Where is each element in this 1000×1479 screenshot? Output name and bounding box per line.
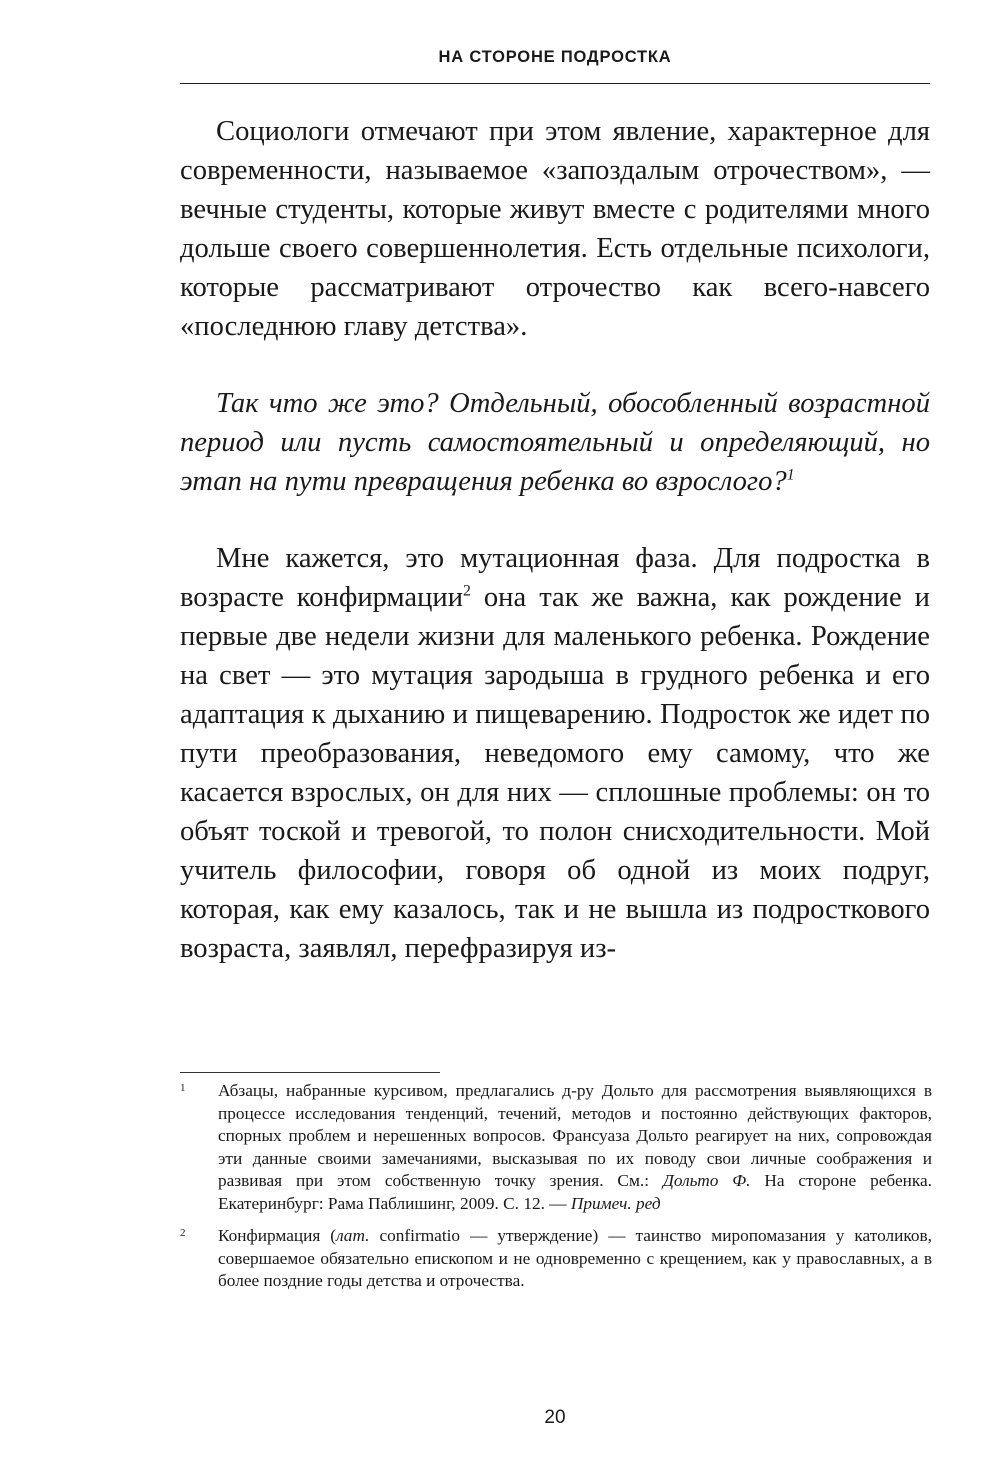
footnote-2-lang-abbrev: лат. bbox=[336, 1226, 370, 1245]
footnote-ref-2[interactable]: 2 bbox=[463, 582, 471, 600]
footnote-1 bbox=[180, 1080, 932, 1215]
footnote-1-editor-note: Примеч. ред bbox=[570, 1193, 661, 1213]
paragraph-1: Социологи отмечают при этом явление, характерное для современности, называемое «запоздалым отрочеством», — вечные студенты, которые живут вместе с родителями много дольше своего совершеннолетия. Есть отдельные психологи, которые рассматривают отрочество как всего-навсего «последнюю главу детства». bbox=[180, 116, 930, 342]
footnote-2-text-part2: confirmatio — утверждение) — таинство миропомазания у католиков, совершаемое обязательно епископом и не одновременно с крещением, как у православных, а в более поздние годы детства и отрочества. bbox=[218, 1226, 932, 1290]
footnote-2 bbox=[180, 1225, 932, 1293]
footnote-number: 2 bbox=[180, 1227, 186, 1239]
paragraph-3 bbox=[180, 539, 930, 968]
footnote-rule bbox=[180, 1072, 440, 1073]
footnote-1-text: Абзацы, набранные курсивом, предлагались д-ру Дольто для рассмотрения выявляющихся в процессе исследования тенденций, течений, методов и постоянно действующих факторов, спорных проблем и нерешенных вопросов. Франсуаза Дольто реагирует на них, сопровождая эти данные своими замечаниями, высказывая по их поводу свои личные соображения и развивая при этом собственную точку зрения. См.: bbox=[218, 1081, 932, 1190]
page-number: 20 bbox=[544, 1407, 566, 1428]
footnote-1-citation: На стороне ребенка. Екатеринбург: Рама Паблишинг, 2009. С. 12. — bbox=[218, 1171, 932, 1213]
main-text bbox=[180, 112, 930, 968]
footnote-2-text-part1: Конфирмация ( bbox=[218, 1226, 337, 1245]
question-text: Так что же это? Отдельный, обособленный возрастной период или пусть самостоятельный и определяющий, но этап на пути превращения ребенка во взрослого? bbox=[180, 388, 930, 497]
paragraph-3-part1: Мне кажется, это мутационная фаза. Для подростка в возрасте конфирмации bbox=[180, 543, 930, 613]
question-paragraph bbox=[180, 384, 930, 501]
header-rule bbox=[180, 83, 930, 84]
running-title: НА СТОРОНЕ ПОДРОСТКА bbox=[438, 48, 672, 66]
footnotes bbox=[180, 1080, 932, 1293]
paragraph-3-part2: она так же важна, как рождение и первые две недели жизни для маленького ребенка. Рождение на свет — это мутация зародыша в грудного ребенка и его адаптация к дыханию и пищеварению. Подросток же идет по пути преобразования, неведомого ему самому, что же касается взрослых, он для них — сплошные проблемы: он то объят тоской и тревогой, то полон снисходительности. Мой учитель философии, говоря об одной из моих подруг, которая, как ему казалось, так и не вышла из подросткового возраста, заявлял, перефразируя из- bbox=[180, 582, 930, 964]
footnote-1-author: Дольто Ф. bbox=[662, 1171, 751, 1190]
footnote-ref-1[interactable]: 1 bbox=[786, 466, 795, 484]
footnote-number: 1 bbox=[180, 1082, 186, 1094]
